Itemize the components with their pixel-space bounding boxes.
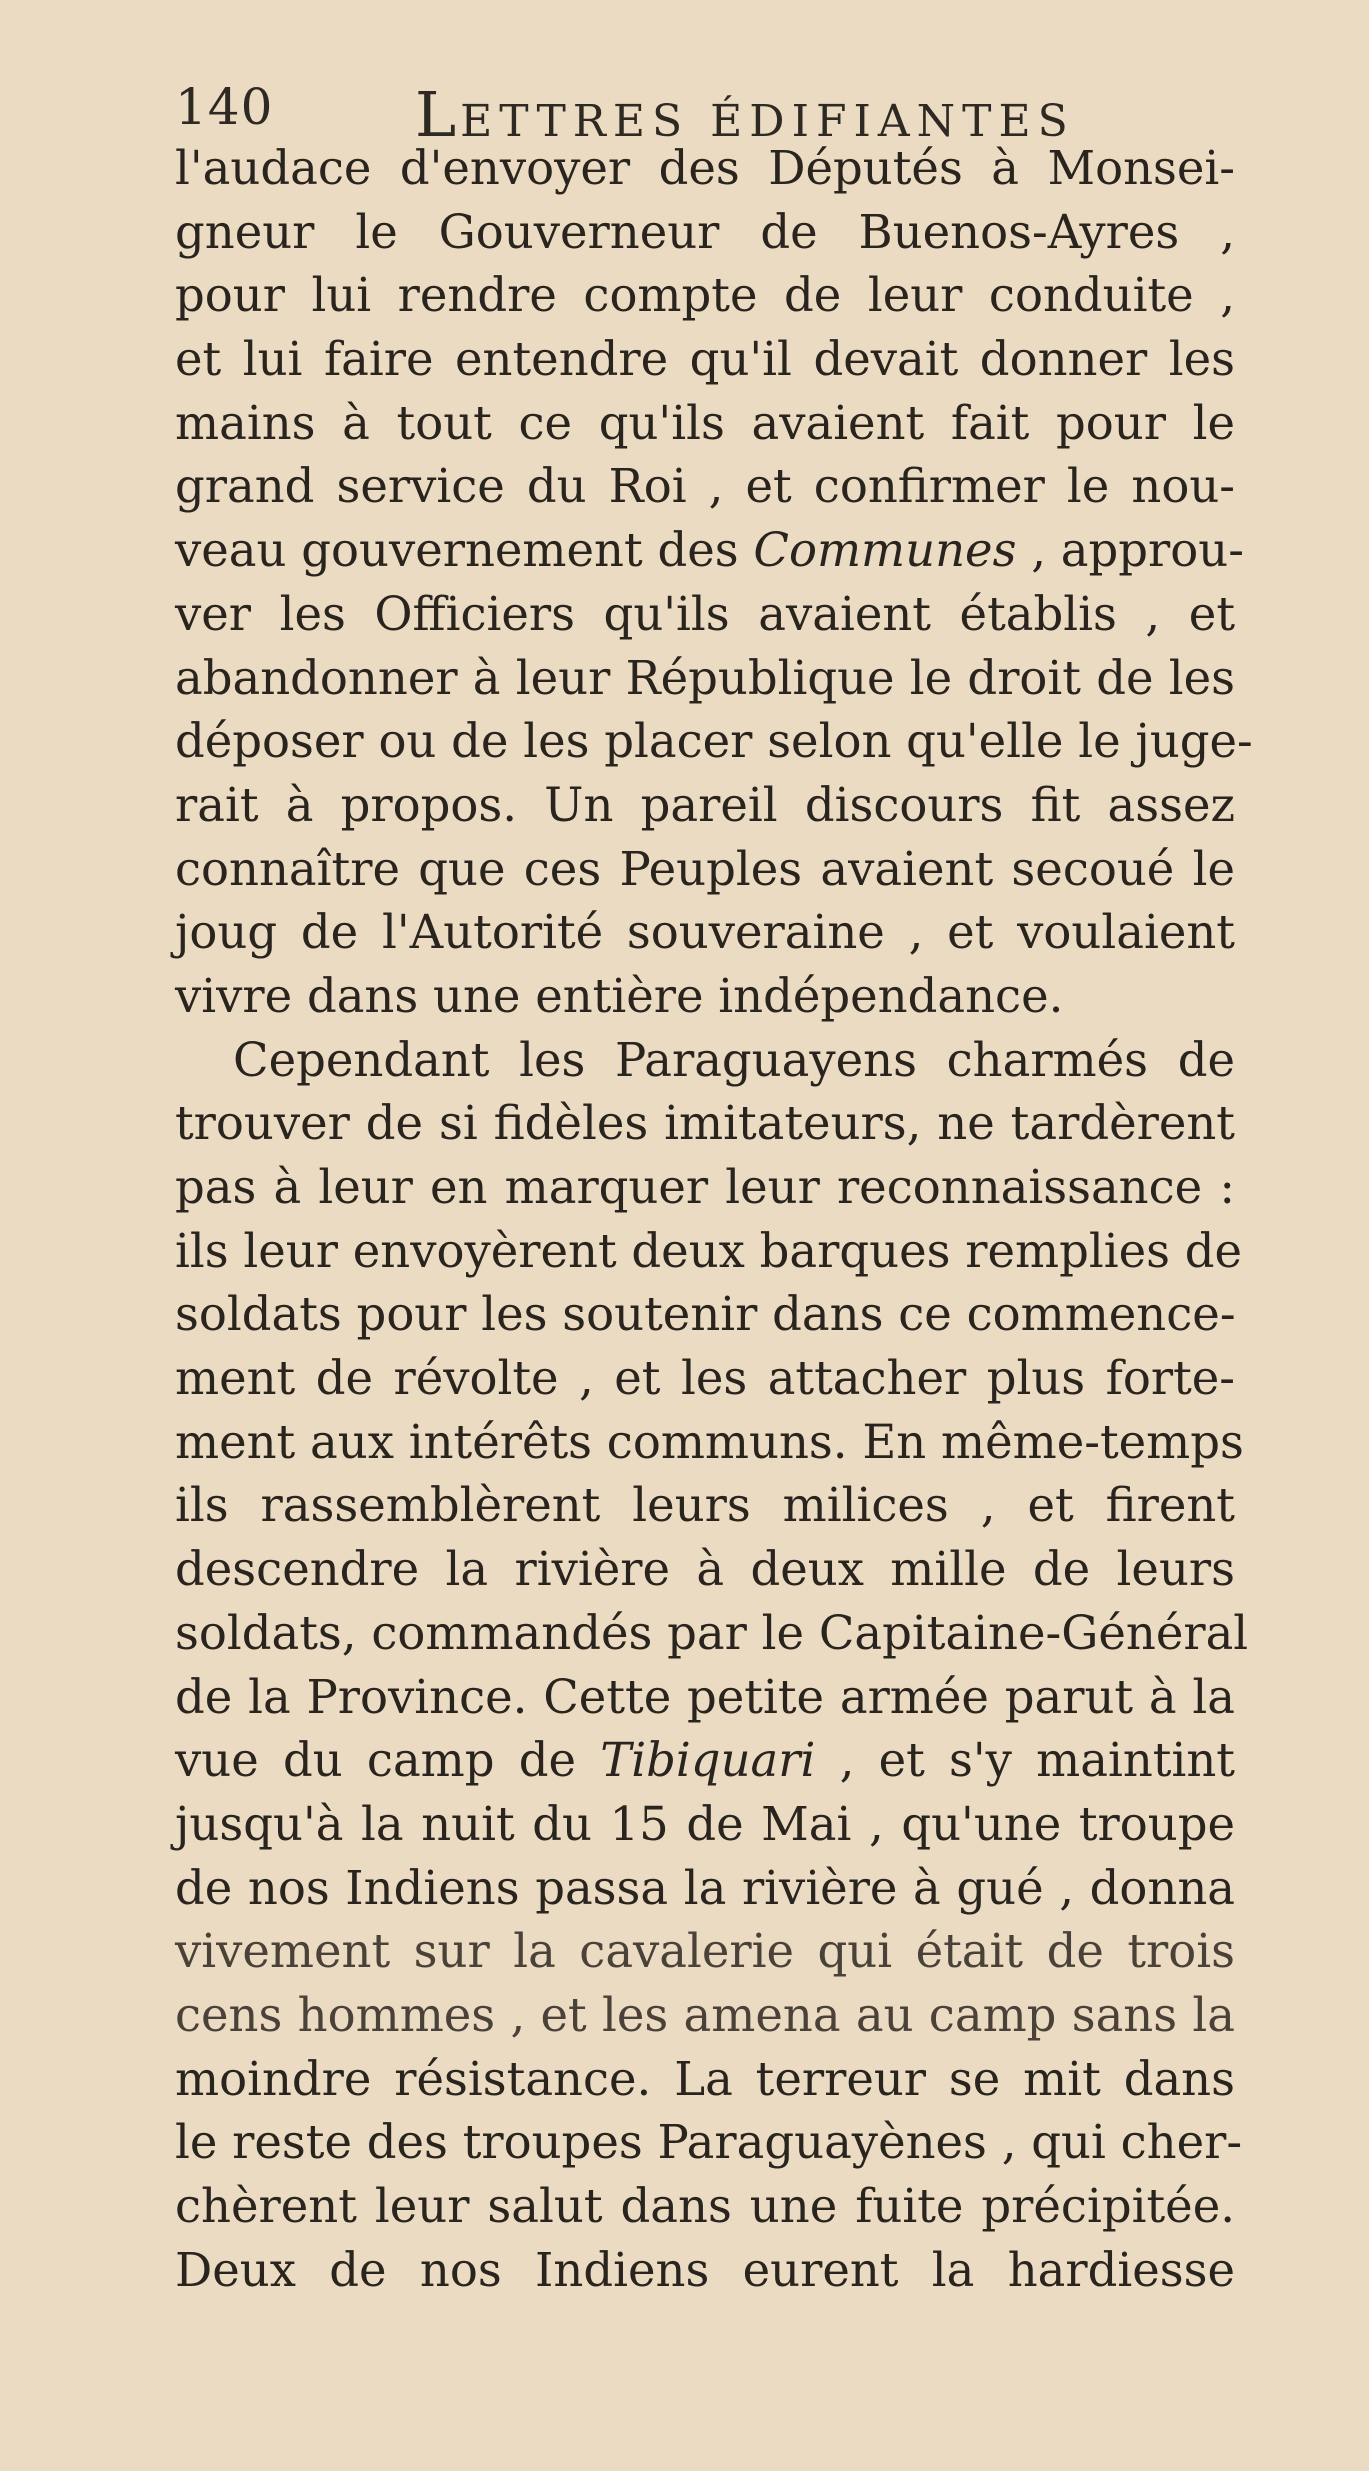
text-line: connaître que ces Peuples avaient secoué le (175, 841, 1235, 896)
text-line: moindre résistance. La terreur se mit dans (175, 2051, 1235, 2106)
text-line: soldats, commandés par le Capitaine-Général (175, 1605, 1249, 1660)
text-line: vivement sur la cavalerie qui était de trois (175, 1924, 1235, 1979)
text-line: ment aux intérêts communs. En même-temps (175, 1414, 1244, 1469)
text-line: joug de l'Autorité souveraine , et voulaient (175, 905, 1235, 960)
text-line: rait à propos. Un pareil discours fit assez (175, 777, 1235, 832)
text-line: chèrent leur salut dans une fuite précipitée. (175, 2179, 1235, 2233)
text-line: Deux de nos Indiens eurent la hardiesse (175, 2242, 1235, 2297)
text-line: l'audace d'envoyer des Députés à Monsei- (175, 141, 1235, 195)
text-line: mains à tout ce qu'ils avaient fait pour le (175, 395, 1235, 450)
page-number: 140 (175, 78, 274, 136)
text-line: abandonner à leur République le droit de les (175, 650, 1235, 705)
text-line: cens hommes , et les amena au camp sans la (175, 1987, 1235, 2042)
text-line: pas à leur en marquer leur reconnaissance : (175, 1160, 1235, 1214)
text-line: vivre dans une entière indépendance. (175, 968, 1064, 1023)
italic-term: Communes (753, 523, 1017, 578)
text-line: jusqu'à la nuit du 15 de Mai , qu'une troupe (175, 1796, 1235, 1851)
text-line: et lui faire entendre qu'il devait donner les (175, 332, 1235, 387)
text-line: de nos Indiens passa la rivière à gué , donna (175, 1860, 1235, 1915)
text-line: vue du camp de Tibiquari , et s'y maintint (175, 1733, 1235, 1788)
running-title-rest: ETTRES ÉDIFIANTES (460, 96, 1075, 147)
text-line: ils leur envoyèrent deux barques remplies de (175, 1223, 1243, 1278)
text-line: ils rassemblèrent leurs milices , et firent (175, 1478, 1235, 1533)
text-line-indented: Cependant les Paraguayens charmés de (233, 1032, 1235, 1087)
italic-term: Tibiquari (600, 1733, 816, 1788)
text-line: trouver de si fidèles imitateurs, ne tardèrent (175, 1096, 1235, 1151)
text-line: pour lui rendre compte de leur conduite , (175, 268, 1235, 323)
text-line: grand service du Roi , et confirmer le nou- (175, 459, 1235, 514)
text-line: le reste des troupes Paraguayènes , qui cher- (175, 2115, 1243, 2170)
text-line: déposer ou de les placer selon qu'elle le juge- (175, 714, 1253, 769)
text-line: ment de révolte , et les attacher plus forte- (175, 1351, 1235, 1406)
body-text (175, 137, 1253, 2302)
text-line: soldats pour les soutenir dans ce commence- (175, 1287, 1236, 1342)
text-line: gneur le Gouverneur de Buenos-Ayres , (175, 204, 1235, 259)
text-line: de la Province. Cette petite armée parut à la (175, 1669, 1235, 1724)
text-line: ver les Officiers qu'ils avaient établis , et (175, 586, 1235, 641)
text-line: descendre la rivière à deux mille de leurs (175, 1542, 1235, 1597)
text-line: veau gouvernement des Communes , approu- (175, 523, 1244, 578)
running-title-initial: L (415, 78, 461, 151)
